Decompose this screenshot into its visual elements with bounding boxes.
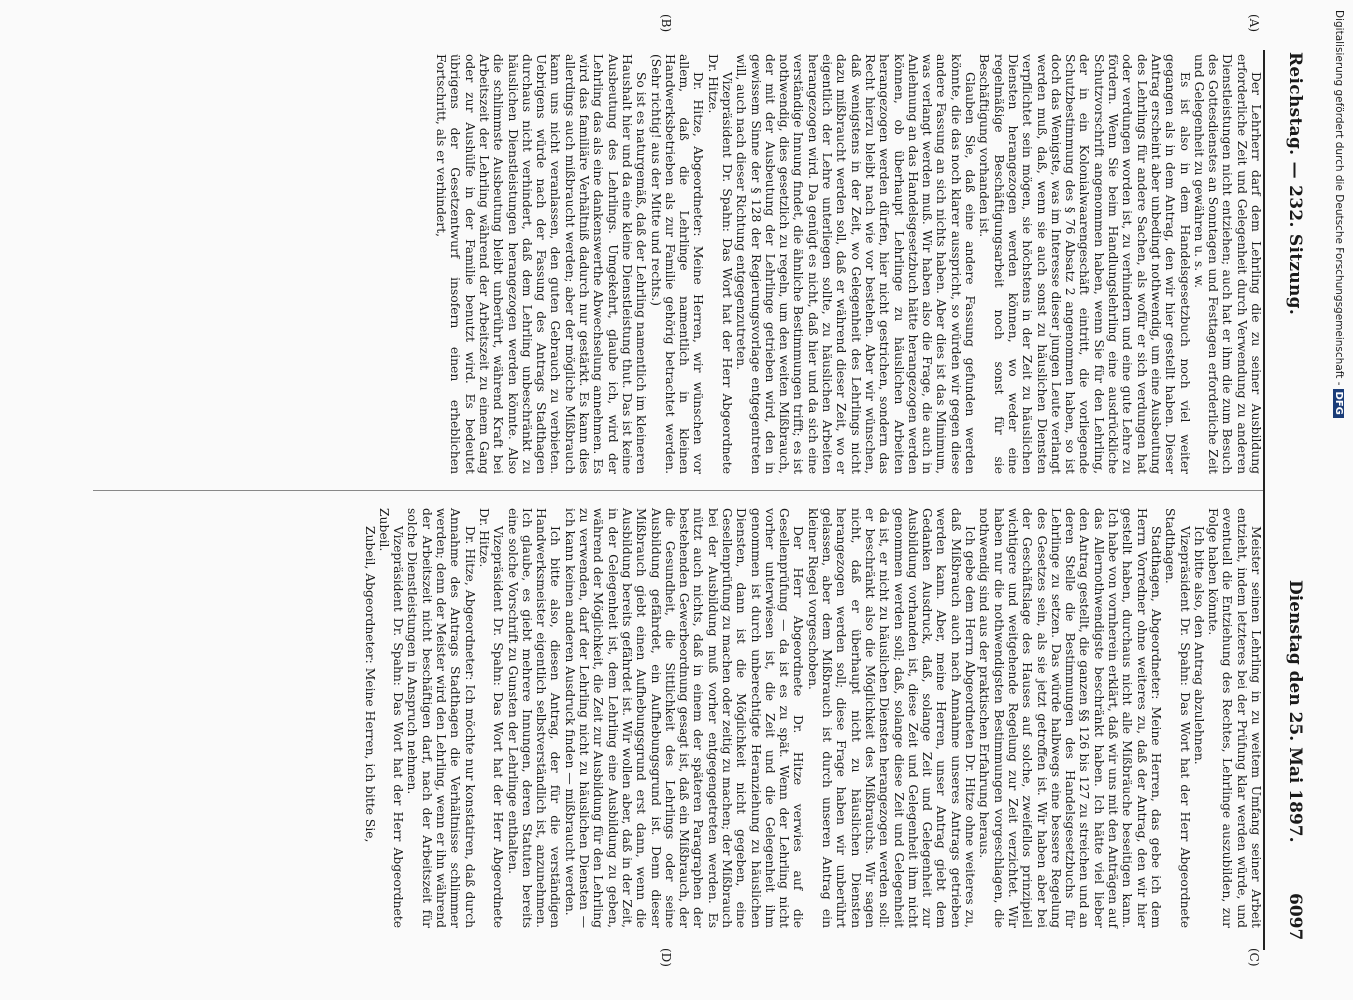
header-rule — [1263, 50, 1265, 950]
paragraph: Glauben Sie, daß eine andere Fassung gefunden werden könnte, die das noch klarer ausspricht, so würden wir gegen diese andere Fassung an sich nichts haben. Aber dies ist das Minimum, was verlangt werden muß. Wir haben also die Frage, die auch in Anlehnung an das Handelsgesetzbuch hätte herangezogen werden können, ob überhaupt Lehrlinge zu häuslichen Arbeiten herangezogen werden dürfen, hier nicht gestrichen, sondern das Recht hierzu bleibt nach wie vor bestehen. Aber wir wünschen, daß wenigstens in der Zeit, wo Gelegenheit des Lehrlings nicht dazu mißbraucht werden soll, daß er während dieser Zeit, wo er eigentlich der Lehre unterliegen sollte, zu häuslichen Arbeiten herangezogen wird. Da genügt es nicht, daß hier und da sich eine verständige Innung findet, die ähnliche Bestimmungen trifft; es ist nothwendig, dies gesetzlich zu regeln, um den weiten Mißbrauch, der mit der Ausbeutung der Lehrlinge getrieben wird, den in gewissem Sinne der § 128 der Regierungsvorlage entgegentreten will, auch nach dieser Richtung entgegenzutreten. — [734, 54, 978, 474]
margin-marker-d: (D) — [659, 948, 673, 967]
credit-strip — [1329, 10, 1349, 990]
paragraph: Ich bitte also, den Antrag abzulehnen. — [1191, 526, 1206, 765]
column-divider — [93, 490, 1263, 491]
paragraph: Meister seinen Lehrling in zu weitem Umfang seiner Arbeit entzieht, indem letzteres bei der Prüfung klar werden würde, und eventuell die Entziehung des Rechtes, Lehrlinge auszubilden, zur Folge haben könnte. — [1206, 508, 1263, 928]
page-header — [1259, 0, 1323, 1000]
paragraph: Dr. Hitze, Abgeordneter: Meine Herren, wir wünschen vor allem, daß die Lehrlinge namentlich in kleinen Handwerksbetrieben als zur Familie gehörig betrachtet werden. (Sehr richtig! aus der Mitte und rechts.) — [648, 54, 706, 474]
paragraph: Dr. Hitze, Abgeordneter: Ich möchte nur konstatiren, daß durch Annahme des Antrags Stadthagen die Verhältnisse schlimmer werden; denn der Meister wird den Lehrling, wenn er ihn während der Arbeitszeit nicht beschäftigen darf, nach der Arbeitszeit für solche Dienstleistungen in Anspruch nehmen. — [405, 508, 477, 928]
session-date: Dienstag den 25. Mai 1897. — [1285, 580, 1305, 843]
paragraph: Vizepräsident Dr. Spahn: Das Wort hat der Herr Abgeordnete Dr. Hitze. — [705, 54, 735, 474]
margin-marker-c: (C) — [1247, 948, 1261, 967]
paragraph: Der Lehrherr darf dem Lehrling die zu seiner Ausbildung erforderliche Zeit und Gelegenheit durch Verwendung zu anderen Dienstleistungen nicht entziehen; auch hat er ihm die zum Besuch des Gottesdienstes an Sonntagen und Festtagen erforderliche Zeit und Gelegenheit zu gewähren u. s. w. — [1191, 54, 1263, 474]
paragraph: So ist es naturgemäß, daß der Lehrling namentlich im kleineren Haushalt hier und da eine kleine Dienstleistung thut. Das ist keine Ausbeutung des Lehrlings. Umgekehrt, glaube ich, wird der Lehrling das als eine dankenswerthe Abwechselung annehmen. Es wird das familiäre Verhältniß dadurch nur gestärkt. Es kann dies allerdings auch mißbraucht werden; aber der mögliche Mißbrauch kann uns nicht veranlassen, den guten Gebrauch zu verbieten. Uebrigens würde nach der Fassung des Antrags Stadthagen durchaus nicht verhindert, daß dem Lehrling unbeschränkt zu häuslichen Dienstleistungen herangezogen werden könnte. Also die schlimmste Ausbeutung bleibt unberührt, während Kraft bei Arbeitszeit der Lehrling während der Arbeitszeit zu einem Gang oder zur Aushülfe in der Familie benutzt wird. Es bedeutet übrigens der Gesetzentwurf insofern einen erheblichen Fortschritt, als er verhindert, — [434, 54, 649, 474]
paragraph: Stadthagen, Abgeordneter: Meine Herren, das gebe ich dem Herrn Vorredner ohne weiteres zu, daß der Antrag, den wir hier gestellt haben, durchaus nicht alle Mißbräuche beseitigen kann. Ich habe von vornherein erklärt, daß wir uns mit den Anträgen auf das Allernothwendigste beschränkt haben. Ich hätte viel lieber den Antrag gestellt, die ganzen §§ 126 bis 127 zu streichen und an deren Stelle die Bestimmungen des Handelsgesetzbuchs für Lehrlinge zu setzen. Das würde halbwegs eine bessere Regelung des Gesetzes sein, als sie jetzt getroffen ist. Wir haben aber bei der Geschäftslage des Hauses auf solche, zweifellos prinzipiell wichtigere und weitgehende Regelung zur Zeit verzichtet. Wir haben nur die nothwendigsten Bestimmungen vorgeschlagen, die nothwendig sind aus der praktischen Erfahrung heraus. — [977, 508, 1163, 928]
paragraph: Es ist also in dem Handelsgesetzbuch noch viel weiter gegangen als in dem Antrag, den wir hier gestellt haben. Dieser Antrag erscheint aber unbedingt nothwendig, um eine Ausbeutung des Lehrlings für andere Sachen, als wofür er sich verdungen hat oder verdungen worden ist, zu verhindern und eine gute Lehre zu fördern. Wenn Sie beim Handlungslehrling eine ausdrückliche Schutzvorschrift angenommen haben, wenn Sie für den Lehrling, der in ein Kolonialwaarengeschäft eintritt, die vorliegende Schutzbestimmung des § 76 Absatz 2 angenommen haben, so ist doch das Wenigste, was im Interesse dieser jungen Leute verlangt werden muß, daß, wenn sie auch sonst zu häuslichen Diensten verpflichtet sein mögen, sie höchstens in der Zeit zu häuslichen Diensten herangezogen werden können, wo weder eine regelmäßige Beschäftigungsarbeit noch sonst für sie Beschäftigung vorhanden ist. — [977, 54, 1192, 474]
paragraph: Vizepräsident Dr. Spahn: Das Wort hat der Herr Abgeordnete Stadthagen. — [1163, 508, 1192, 928]
session-title: Reichstag. — 232. Sitzung. — [1285, 52, 1305, 316]
left-text-column — [434, 54, 1263, 474]
paragraph: Ich bitte also, diesen Antrag, der für die verständigen Handwerksmeister eigentlich selbstverständlich ist, anzunehmen. Ich glaube, es giebt mehrere Innungen, deren Statuten bereits eine solche Vorschrift zu Gunsten der Lehrlinge enthalten. — [505, 508, 563, 928]
paragraph: Vizepräsident Dr. Spahn: Das Wort hat der Herr Abgeordnete Zubeil. — [376, 508, 406, 928]
dfg-logo: DFG — [1333, 389, 1344, 418]
paragraph: Zubeil, Abgeordneter: Meine Herren, ich bitte Sie, — [362, 526, 377, 843]
right-text-column — [362, 508, 1263, 928]
paragraph: Vizepräsident Dr. Spahn: Das Wort hat der Herr Abgeordnete Dr. Hitze. — [476, 508, 506, 928]
paragraph: Ich gebe dem Herrn Abgeordneten Dr. Hitze ohne weiteres zu, daß Mißbrauch auch nach Annahme unseres Antrags getrieben werden kann. Aber, meine Herren, unser Antrag giebt dem Gedanken Ausdruck, daß, solange Zeit und Gelegenheit zur Ausbildung vorhanden ist, diese Zeit und Gelegenheit ihm nicht genommen werden soll; daß, solange diese Zeit und Gelegenheit da ist, er nicht zu häuslichen Diensten herangezogen werden soll: er beschränkt also die Möglichkeit des Mißbrauchs. Wir sagen nicht, daß er überhaupt nicht zu häuslichen Diensten herangezogen werden soll; diese Frage haben wir unberührt gelassen, aber dem Mißbrauch ist durch unseren Antrag ein kleiner Riegel vorgeschoben. — [805, 508, 978, 928]
margin-marker-b: (B) — [659, 14, 673, 33]
digitization-credit: Digitalisierung gefördert durch die Deutsche Forschungsgemeinschaft - — [1333, 10, 1345, 386]
margin-marker-a: (A) — [1247, 14, 1261, 33]
paragraph: Der Herr Abgeordnete Dr. Hitze verwies auf die Gesellenprüfung — da ist es zu spät. Wenn der Lehrling nicht vorher unterwiesen ist, die Zeit und die Gelegenheit ihm genommen ist durch unberechtigte Heranziehung zu häuslichen Diensten, dann ist die Möglichkeit nicht gegeben, eine Gesellenprüfung zu machen oder zeitig zu machen; der Mißbrauch bei der Ausbildung muß vorher entgegengetreten werden. Es nützt auch nichts, daß in einem der späteren Paragraphen der bestehenden Gewerbeordnung gesagt ist, daß ein Mißbrauch, der die Gesundheit, die Sittlichkeit des Lehrlings oder seine Ausbildung gefährdet, ein Aufhebungsgrund ist. Denn dieser Mißbrauch giebt einen Aufhebungsgrund erst dann, wenn die Ausbildung bereits gefährdet ist. Wir wollen aber, daß in der Zeit, in der Gelegenheit ist, dem Lehrling eine Ausbildung zu geben, während der Möglichkeit, die Zeit zur Ausbildung für den Lehrling zu verwenden, darf der Lehrling nicht zu häuslichen Diensten — ich kann keinen anderen Ausdruck finden — mißbraucht werden. — [562, 508, 806, 928]
page-number: 6097 — [1285, 893, 1305, 941]
